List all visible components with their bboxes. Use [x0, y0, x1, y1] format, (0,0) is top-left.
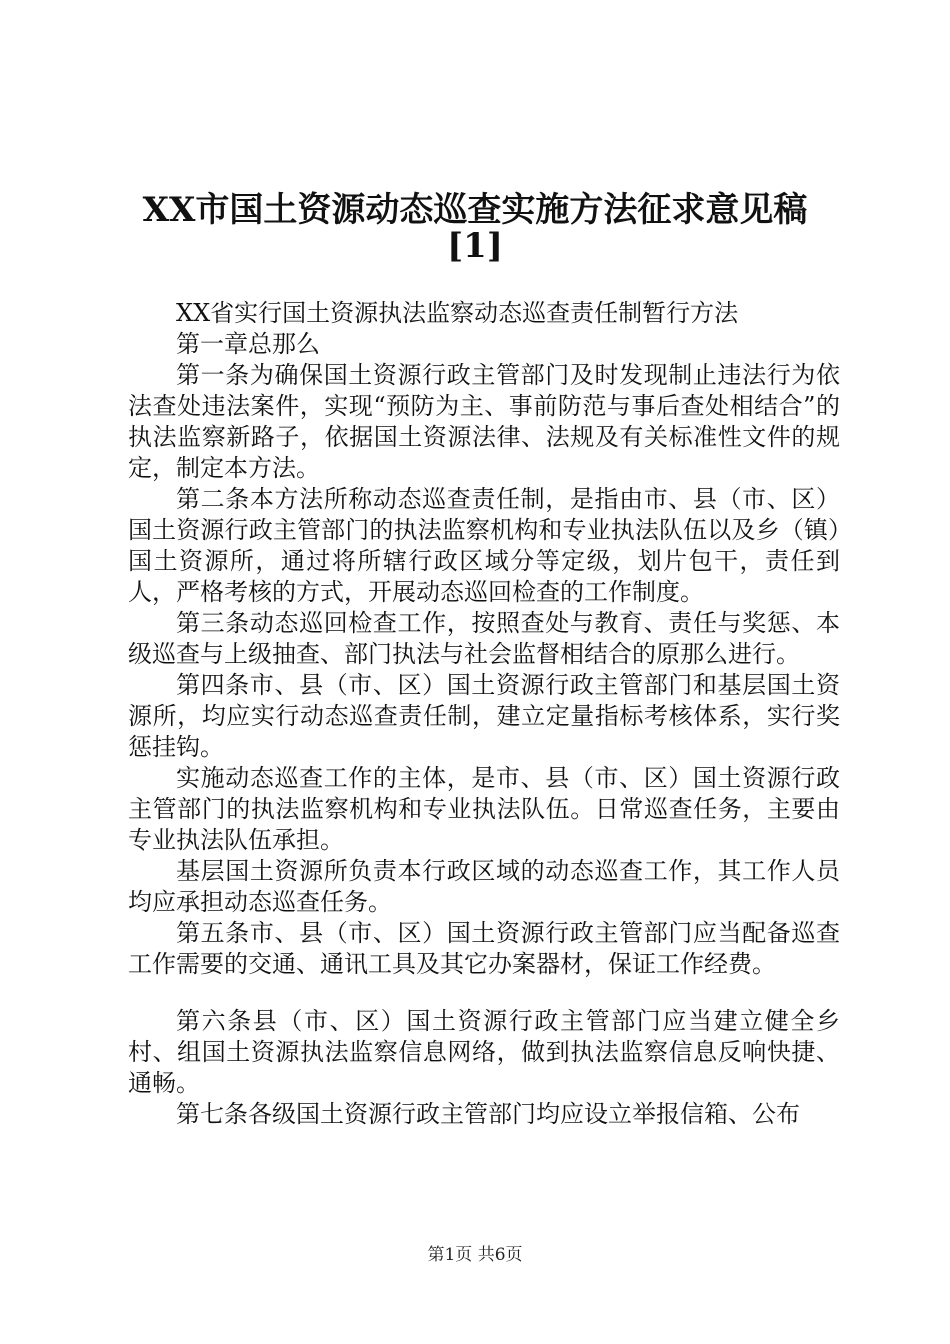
paragraph-article-7: 第七条各级国土资源行政主管部门均应设立举报信箱、公布	[176, 1100, 800, 1128]
paragraph-article-1: 第一条为确保国土资源行政主管部门及时发现制止违法行为依法查处违法案件，实现“预防为主、事前防范与事后查处相结合”的执法监察新路子，依据国土资源法律、法规及有关标准性文件的规定，制定本方法。	[128, 361, 840, 482]
paragraph-chapter: 第一章总那么	[176, 330, 320, 358]
paragraph-article-3: 第三条动态巡回检查工作，按照查处与教育、责任与奖惩、本级巡查与上级抽查、部门执法与社会监督相结合的原那么进行。	[128, 609, 840, 668]
paragraph-article-2: 第二条本方法所称动态巡查责任制，是指由市、县（市、区）国土资源行政主管部门的执法监察机构和专业执法队伍以及乡（镇）国土资源所，通过将所辖行政区域分等定级，划片包干，责任到人，严格考核的方式，开展动态巡回检查的工作制度。	[128, 485, 840, 606]
paragraph-article-5: 第五条市、县（市、区）国土资源行政主管部门应当配备巡查工作需要的交通、通讯工具及其它办案器材，保证工作经费。	[128, 919, 840, 978]
document-title: XX市国土资源动态巡查实施方法征求意见稿	[142, 190, 808, 230]
document-title-suffix: [1]	[447, 226, 503, 266]
paragraph-article-4: 第四条市、县（市、区）国土资源行政主管部门和基层国土资源所，均应实行动态巡查责任制，建立定量指标考核体系，实行奖惩挂钩。	[128, 671, 840, 761]
paragraph-heading: XX省实行国土资源执法监察动态巡查责任制暂行方法	[176, 299, 739, 327]
paragraph-article-4-sub1: 实施动态巡查工作的主体，是市、县（市、区）国土资源行政主管部门的执法监察机构和专业执法队伍。日常巡查任务，主要由专业执法队伍承担。	[128, 764, 840, 854]
paragraph-article-4-sub2: 基层国土资源所负责本行政区域的动态巡查工作，其工作人员均应承担动态巡查任务。	[128, 857, 840, 916]
page-footer: 第1页 共6页	[427, 1245, 523, 1265]
document-body	[128, 298, 840, 1130]
paragraph-article-6: 第六条县（市、区）国土资源行政主管部门应当建立健全乡村、组国土资源执法监察信息网络，做到执法监察信息反响快捷、通畅。	[128, 1007, 840, 1097]
